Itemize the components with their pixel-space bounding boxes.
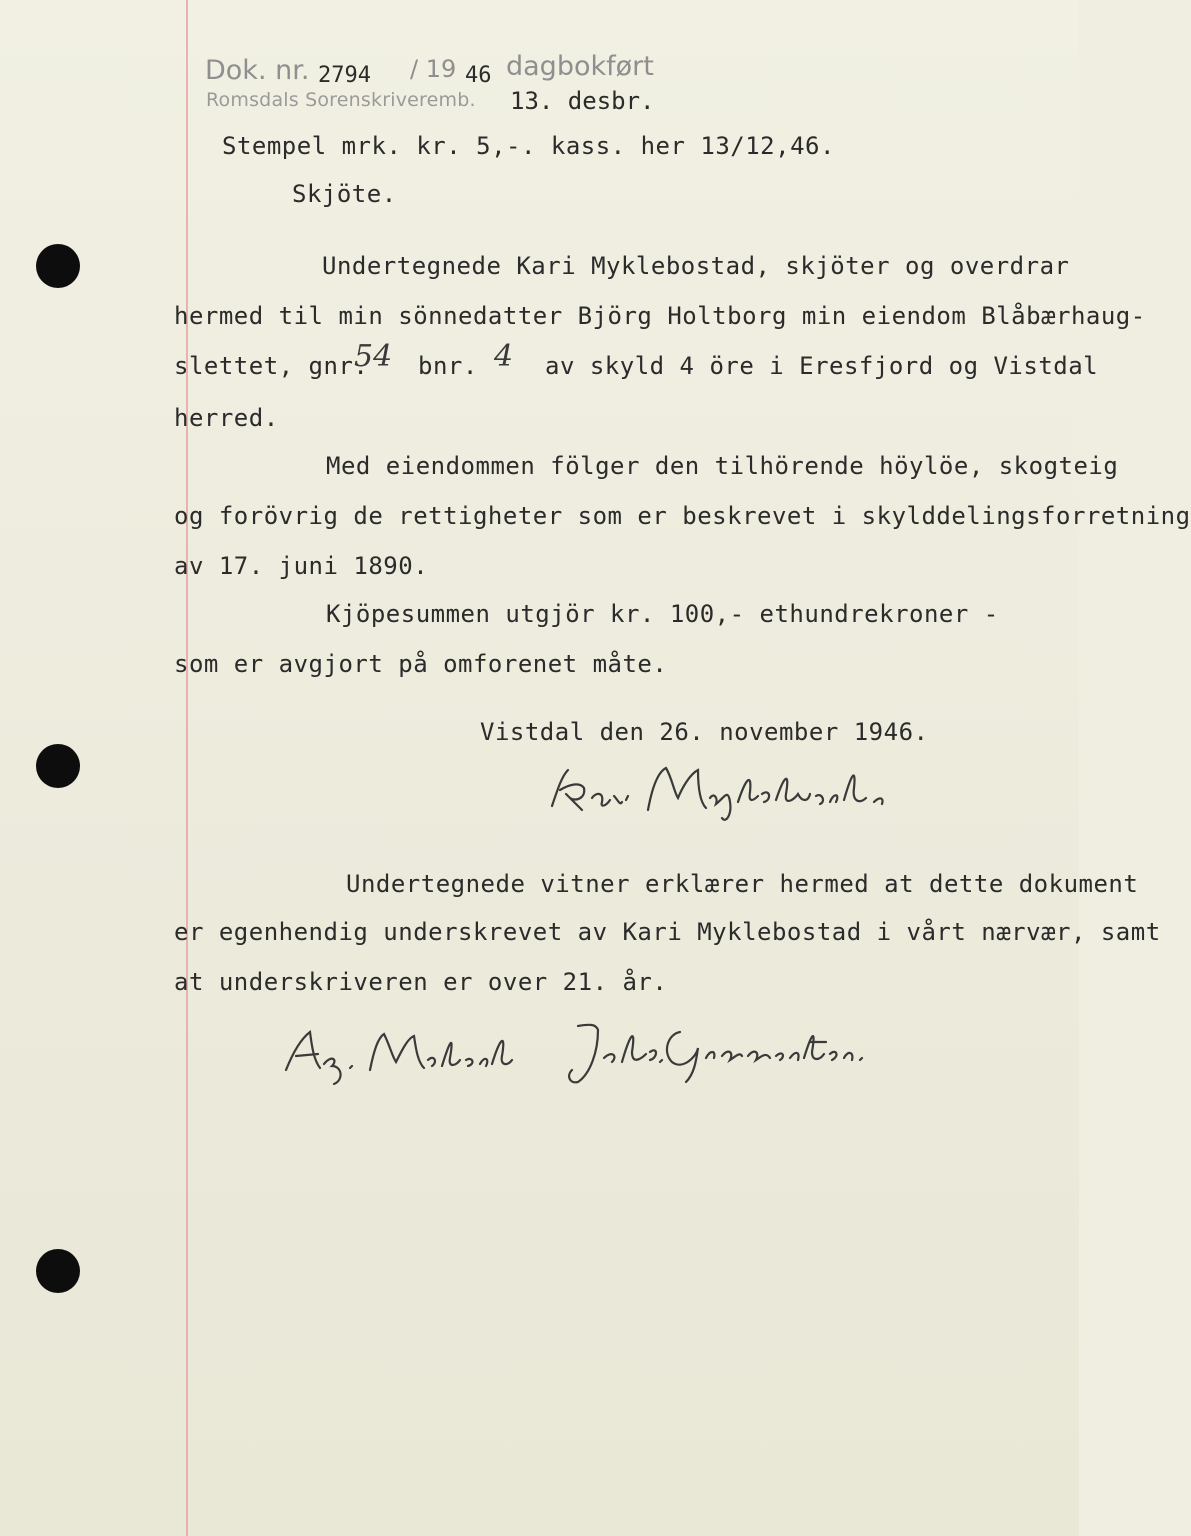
paragraph-1-line-2: hermed til min sönnedatter Björg Holtborg min eiendom Blåbærhaug- [174,302,1146,330]
paragraph-3-line-1: Kjöpesummen utgjör kr. 100,- ethundrekroner - [326,600,999,628]
stamp-doc-label: Dok. nr. [205,55,310,86]
punch-hole-middle [36,744,80,788]
witness-paragraph-line-3: at underskriveren er over 21. år. [174,968,668,996]
bnr-handwritten: 4 [494,339,514,374]
stamp-dagbokfort: dagbokført [506,51,654,82]
paragraph-1-line-4: herred. [174,404,279,432]
stamp-year-prefix: / 19 [410,55,457,83]
margin-rule [186,0,188,1536]
gnr-handwritten: 54 [354,339,393,374]
paragraph-1-line-3b: bnr. [418,352,478,380]
paragraph-2-line-3: av 17. juni 1890. [174,552,429,580]
stamp-date: 13. desbr. [510,87,655,115]
document-title: Skjöte. [292,180,397,208]
paragraph-1-line-1: Undertegnede Kari Myklebostad, skjöter og overdrar [322,252,1070,280]
paragraph-2-line-1: Med eiendommen fölger den tilhörende höylöe, skogteig [326,452,1119,480]
stamp-fee-line: Stempel mrk. kr. 5,-. kass. her 13/12,46. [222,132,835,160]
punch-hole-top [36,244,80,288]
witness-paragraph-line-1: Undertegnede vitner erklærer hermed at dette dokument [346,870,1139,898]
place-date-line: Vistdal den 26. november 1946. [480,718,929,746]
paragraph-3-line-2: som er avgjort på omforenet måte. [174,650,668,678]
witness-2-signature [560,1012,940,1092]
paragraph-1-line-3a: slettet, gnr. [174,352,369,380]
witness-1-signature [278,1020,518,1090]
paragraph-1-line-3c: av skyld 4 öre i Eresfjord og Vistdal [545,352,1099,380]
stamp-office: Romsdals Sorenskriveremb. [206,89,476,111]
doc-year: 46 [465,63,492,88]
punch-hole-bottom [36,1249,80,1293]
witness-paragraph-line-2: er egenhendig underskrevet av Kari Myklebostad i vårt nærvær, samt [174,918,1161,946]
seller-signature [540,758,920,828]
doc-number: 2794 [318,63,371,88]
paragraph-2-line-2: og forövrig de rettigheter som er beskrevet i skylddelingsforretning [174,502,1191,530]
